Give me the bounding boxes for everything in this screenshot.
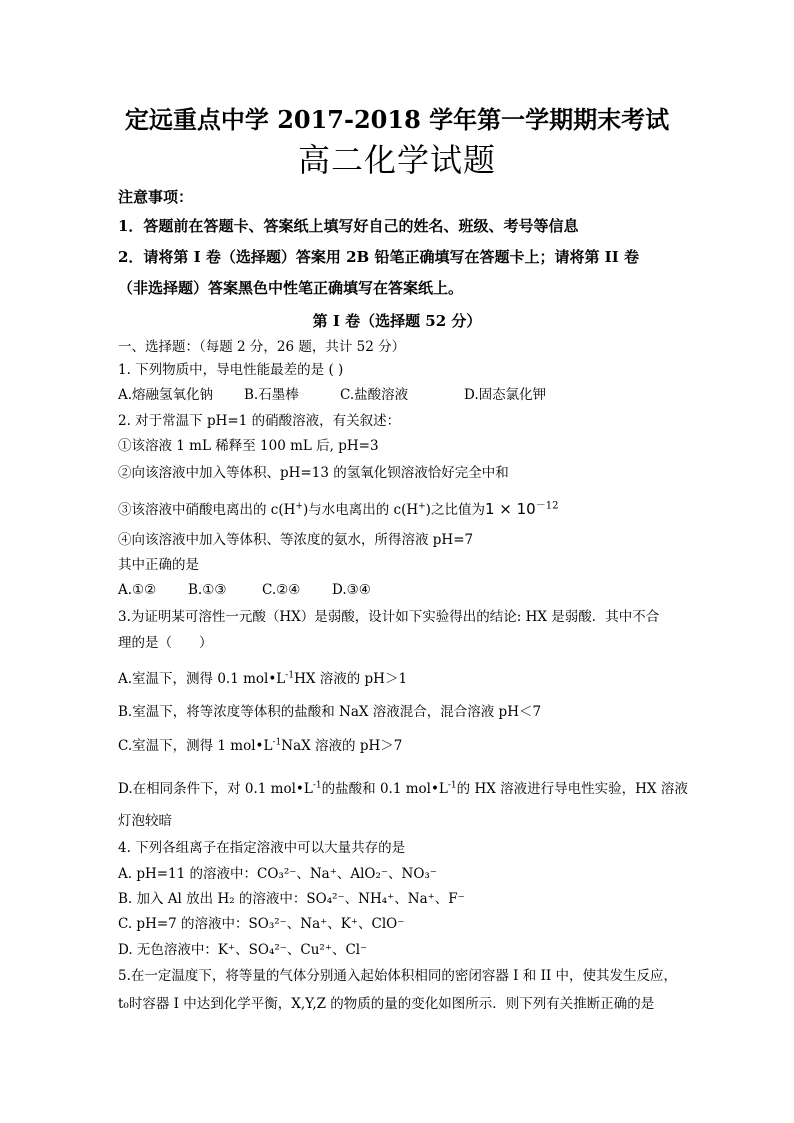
- q2-option-c: C.②④: [262, 582, 301, 598]
- q2-option-a: A.①②: [118, 582, 157, 598]
- q3-c-text-b: NaX 溶液的 pH＞7: [281, 738, 403, 754]
- q5-stem-a: 5.在一定温度下，将等量的气体分别通入起始体积相同的密闭容器 I 和 II 中，使其发生反应，: [118, 968, 678, 984]
- q4-option-d: D. 无色溶液中：K⁺、SO₄²⁻、Cu²⁺、Cl⁻: [118, 942, 368, 958]
- q2-s3-text-b: )与水电离出的 c(H: [302, 502, 419, 518]
- section-title: 第 I 卷（选择题 52 分）: [312, 312, 482, 330]
- q3-a-text-b: HX 溶液的 pH＞1: [294, 671, 408, 687]
- notes-item-1: 1．答题前在答题卡、答案纸上填写好自己的姓名、班级、考号等信息: [118, 217, 579, 235]
- q5-stem-b: t₀时容器 I 中达到化学平衡，X,Y,Z 的物质的量的变化如图所示．则下列有关推断正确的是: [118, 996, 655, 1012]
- q3-stem-a: 3.为证明某可溶性一元酸（HX）是弱酸，设计如下实验得出的结论: HX 是弱酸．其中不合: [118, 609, 660, 625]
- q2-s3-exponent: －12: [535, 500, 559, 512]
- q3-option-b: B.室温下，将等浓度等体积的盐酸和 NaX 溶液混合，混合溶液 pH＜7: [118, 704, 542, 720]
- q2-statement-1: ①该溶液 1 mL 稀释至 100 mL 后, pH=3: [118, 438, 379, 454]
- q2-s3-math: 1 × 10: [484, 500, 536, 518]
- q2-options: [118, 581, 371, 599]
- q2-prompt: 其中正确的是: [118, 557, 199, 573]
- q2-option-d: D.③④: [332, 582, 371, 598]
- q3-d-text-b: 的盐酸和 0.1 mol•L: [321, 781, 448, 797]
- q3-stem-b: 理的是（ ）: [118, 635, 213, 651]
- q1-option-b: B.石墨棒: [244, 387, 299, 403]
- q4-stem: 4. 下列各组离子在指定溶液中可以大量共存的是: [118, 840, 406, 856]
- q1-option-d: D.固态氯化钾: [464, 387, 547, 403]
- q3-option-d-cont: 灯泡较暗: [118, 813, 172, 829]
- q2-s3-plus-2: +: [418, 501, 426, 512]
- notes-item-2a: 2．请将第 I 卷（选择题）答案用 2B 铅笔正确填写在答题卡上；请将第 II 卷: [118, 248, 639, 266]
- q2-s3-text-c: )之比值为: [425, 502, 485, 518]
- q3-option-c: [118, 737, 402, 755]
- q3-c-text-a: C.室温下，测得 1 mol•L: [118, 738, 273, 754]
- notes-heading: 注意事项：: [118, 188, 194, 206]
- q2-s3-text-a: ③该溶液中硝酸电离出的 c(H: [118, 502, 296, 518]
- exam-title: 定远重点中学 2017-2018 学年第一学期期末考试: [124, 105, 670, 134]
- q3-option-a: [118, 670, 407, 688]
- q3-d-text-c: 的 HX 溶液进行导电性实验，HX 溶液: [456, 781, 688, 797]
- section-intro: 一、选择题：（每题 2 分，26 题，共计 52 分）: [118, 339, 406, 355]
- q3-d-text-a: D.在相同条件下，对 0.1 mol•L: [118, 781, 313, 797]
- exam-subject-title: 高二化学试题: [297, 141, 496, 179]
- q2-option-b: B.①③: [188, 582, 227, 598]
- q3-a-exponent: -1: [285, 670, 295, 681]
- q4-option-a: A. pH=11 的溶液中：CO₃²⁻、Na⁺、AlO₂⁻、NO₃⁻: [118, 866, 437, 882]
- q1-options: [118, 386, 546, 404]
- q2-statement-4: ④向该溶液中加入等体积、等浓度的氨水，所得溶液 pH=7: [118, 532, 474, 548]
- q3-d-exponent-1: -1: [312, 780, 322, 791]
- q3-c-exponent: -1: [272, 737, 282, 748]
- notes-item-2b: （非选择题）答案黑色中性笔正确填写在答案纸上。: [118, 279, 464, 297]
- q3-a-text-a: A.室温下，测得 0.1 mol•L: [118, 671, 286, 687]
- q1-option-c: C.盐酸溶液: [340, 387, 409, 403]
- q4-option-c: C. pH=7 的溶液中：SO₃²⁻、Na⁺、K⁺、ClO⁻: [118, 916, 405, 932]
- q2-stem: 2. 对于常温下 pH=1 的硝酸溶液，有关叙述：: [118, 413, 401, 429]
- q3-d-exponent-2: -1: [447, 780, 457, 791]
- q3-option-d: [118, 780, 688, 798]
- q4-option-b: B. 加入 Al 放出 H₂ 的溶液中：SO₄²⁻、NH₄⁺、Na⁺、F⁻: [118, 891, 465, 907]
- q1-option-a: A.熔融氢氧化钠: [118, 387, 214, 403]
- q2-s3-plus-1: +: [295, 501, 303, 512]
- q2-statement-2: ②向该溶液中加入等体积、pH=13 的氢氧化钡溶液恰好完全中和: [118, 465, 509, 481]
- q2-statement-3: [118, 500, 558, 519]
- q1-stem: 1. 下列物质中，导电性能最差的是 ( ): [118, 362, 344, 378]
